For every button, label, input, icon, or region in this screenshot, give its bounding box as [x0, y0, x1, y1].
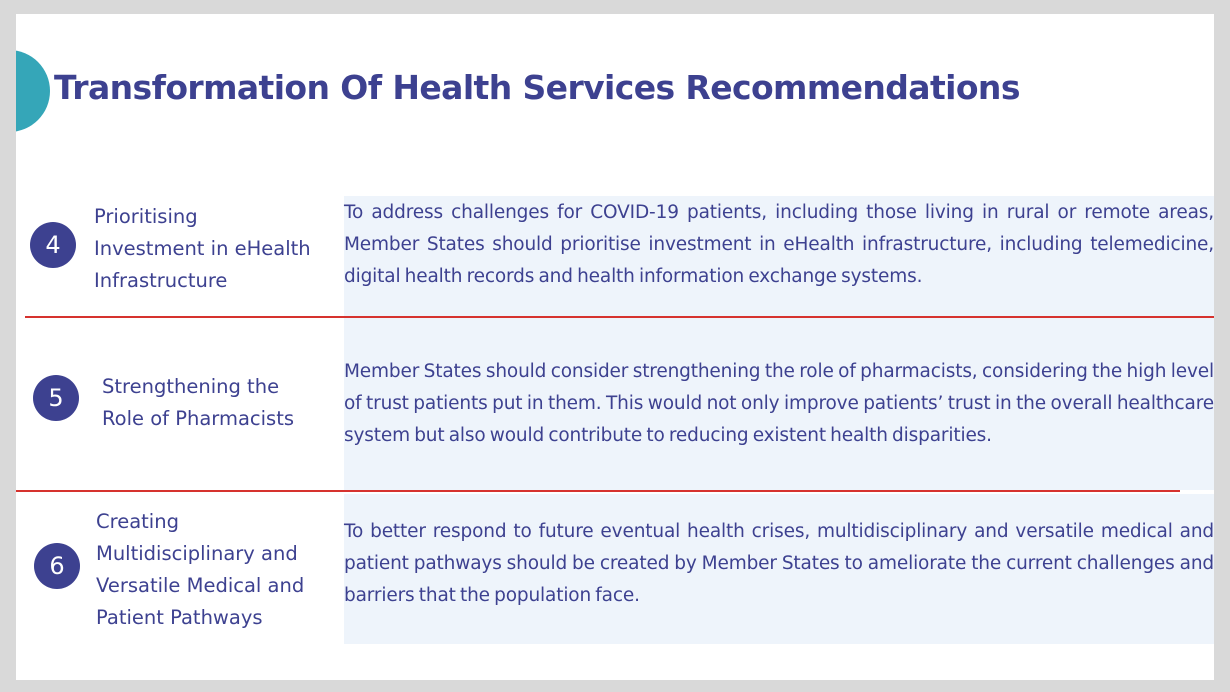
recommendation-4-label: Prioritising Investment in eHealth Infrastructure — [94, 205, 311, 292]
slide — [16, 14, 1214, 680]
recommendation-4-text: To address challenges for COVID-19 patients, including those living in rural or remote areas, Member States should prioritise investment in eHealth infrastructure, including telemedicine, digital health records and health information exchange systems. — [344, 202, 1214, 287]
recommendation-6-label: Creating Multidisciplinary and Versatile Medical and Patient Pathways — [96, 510, 305, 629]
recommendation-6-number: 6 — [34, 543, 80, 589]
page-title: Transformation Of Health Services Recommendations — [54, 68, 1020, 107]
recommendation-5-number: 5 — [33, 375, 79, 421]
divider-2 — [16, 490, 1180, 492]
recommendation-6-text: To better respond to future eventual health crises, multidisciplinary and versatile medical and patient pathways should be created by Member States to ameliorate the current challenges and barriers that the population face. — [344, 521, 1214, 606]
recommendation-5-label: Strengthening the Role of Pharmacists — [102, 375, 295, 430]
decorative-circle — [16, 50, 50, 132]
recommendation-5-text: Member States should consider strengthening the role of pharmacists, considering the high level of trust patients put in them. This would not only improve patients’ trust in the overall healthcare system but also would contribute to reducing existent health disparities. — [344, 361, 1214, 446]
recommendation-4-number: 4 — [30, 222, 76, 268]
